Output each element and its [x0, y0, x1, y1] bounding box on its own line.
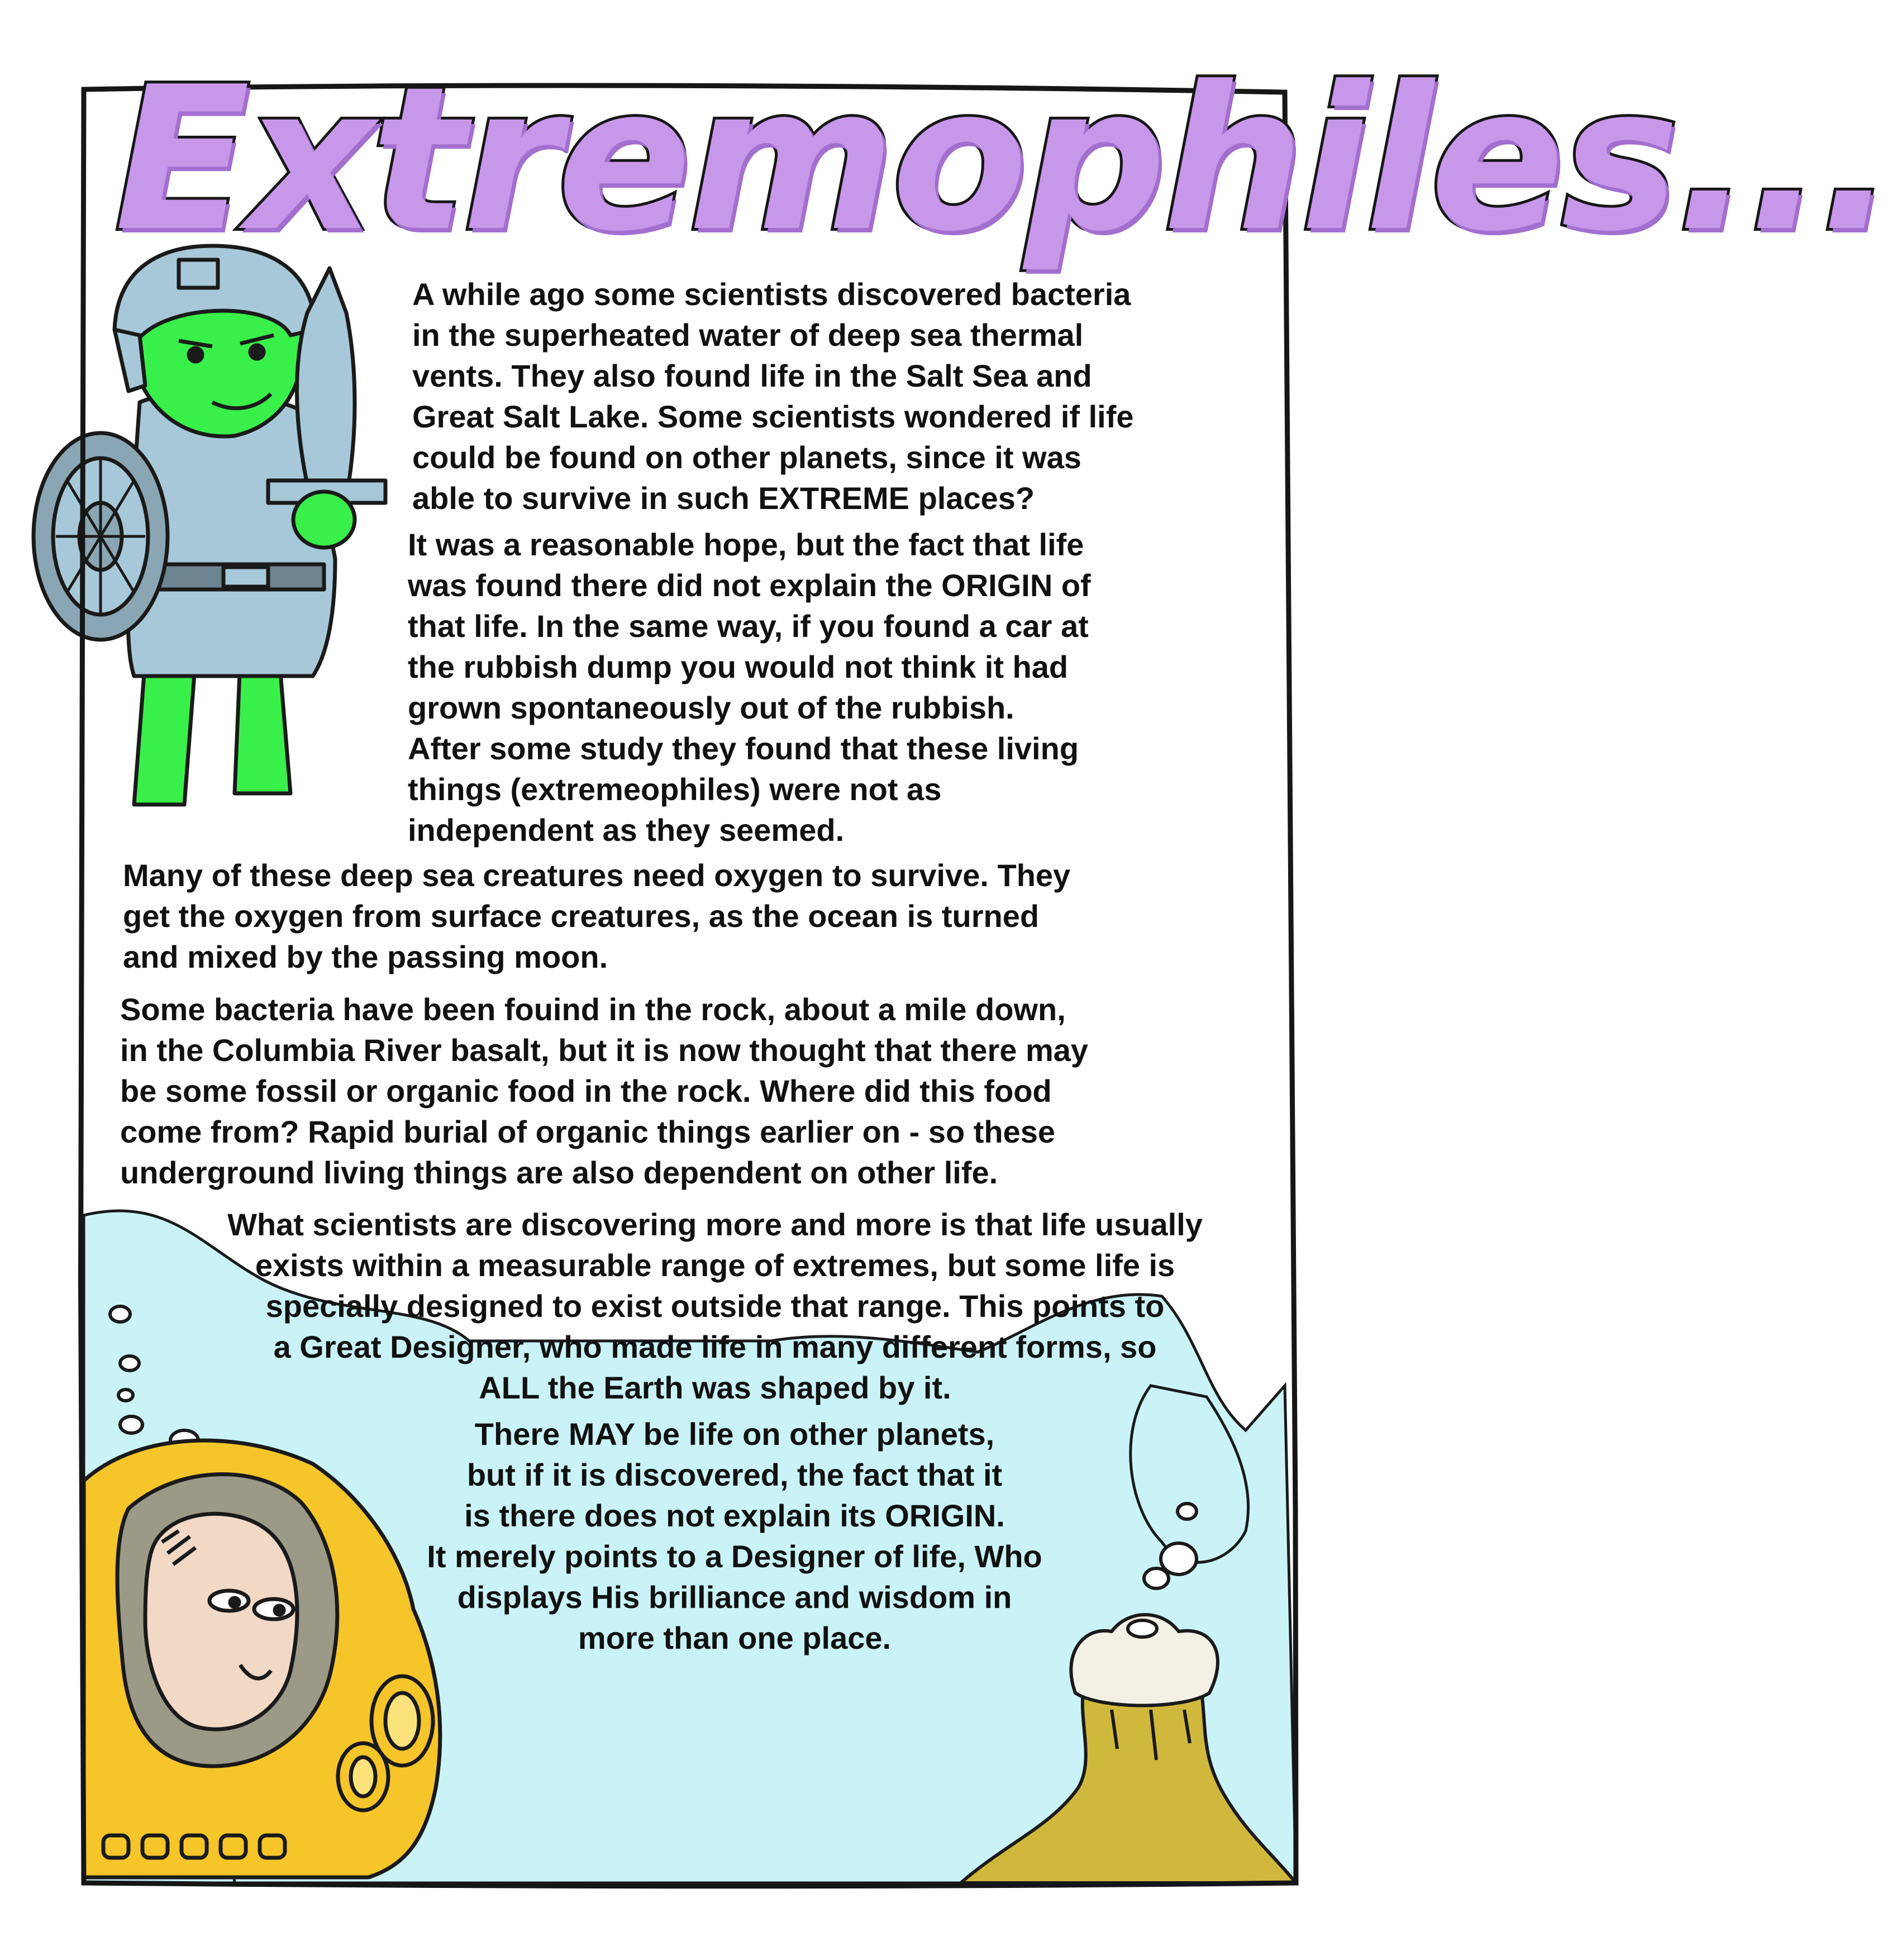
page-title: Extremophiles... [115, 44, 1892, 275]
paragraph-5: What scientists are discovering more and more is that life usually exists within a measurable range of extremes, but some life is specially designed to exist outside that range. This points to a Great Designer, who made life in many different forms, so ALL the Earth was shaped by it. [227, 1207, 1203, 1405]
paragraph-1: A while ago some scientists discovered bacteria in the superheated water of deep sea thermal vents. They also found life in the Salt Sea and Great Salt Lake. Some scientists wondered if life could be found on other planets, since it was able to survive in such EXTREME places? [412, 277, 1134, 516]
paragraph-2: It was a reasonable hope, but the fact that life was found there did not explain the ORIGIN of that life. In the same way, if you found a car at the rubbish dump you would not think it had grown spontaneously out of the rubbish. After some study they found that these living things (extremeophiles) were not as independent as they seemed. [408, 527, 1091, 848]
paragraph-3: Many of these deep sea creatures need oxygen to survive. They get the oxygen from surface creatures, as the ocean is turned and mixed by the passing moon. [123, 858, 1071, 974]
paragraph-4: Some bacteria have been fouind in the rock, about a mile down, in the Columbia River basalt, but it is now thought that there may be some fossil or organic food in the rock. Where did this food come from? Rapid burial of organic things earlier on - so these underground living things are also dependent on other life. [120, 992, 1089, 1190]
paragraph-6: There MAY be life on other planets, but if it is discovered, the fact that it is there does not explain its ORIGIN. It merely points to a Designer of life, Who displays His brilliance and wisdom in more than one place. [427, 1416, 1042, 1655]
knight-icon [34, 246, 385, 805]
